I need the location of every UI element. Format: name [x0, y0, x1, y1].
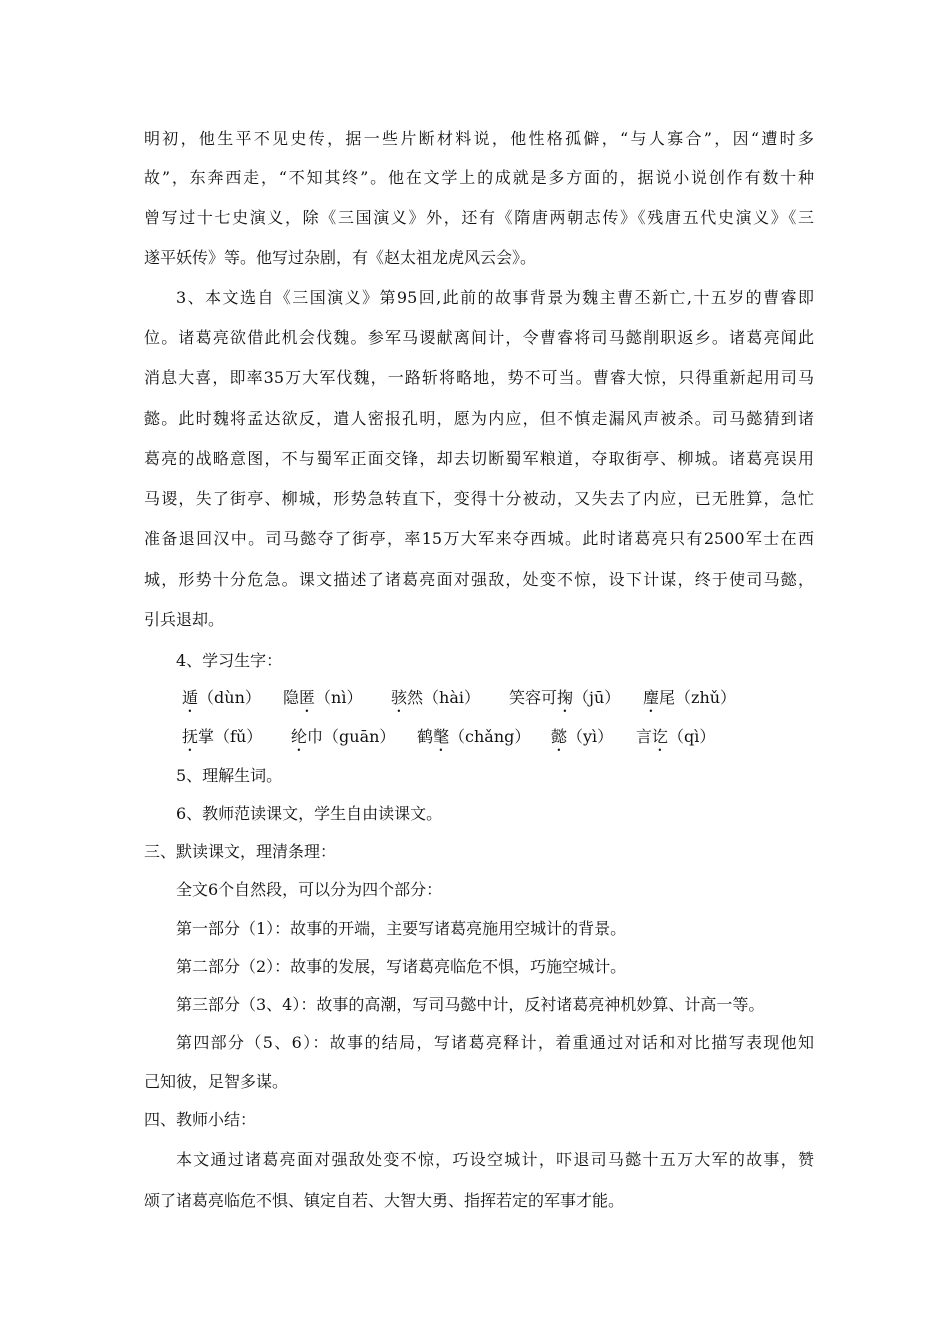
- section-heading: 四、教师小结：: [144, 1110, 257, 1129]
- paragraph-line: 3、本文选自《三国演义》第95回,此前的故事背景为魏主曹丕新亡,十五岁的曹睿即: [176, 288, 814, 307]
- paragraph-line: 本文通过诸葛亮面对强敌处变不惊，巧设空城计，吓退司马懿十五万大军的故事，赞: [176, 1150, 814, 1169]
- paragraph-line: 懿。此时魏将孟达欲反，遣人密报孔明，愿为内应，但不慎走漏风声被杀。司马懿猜到诸: [144, 409, 814, 428]
- section-heading: 三、默读课文，理清条理：: [144, 842, 337, 861]
- vocab-item: 纶巾（guān）: [291, 727, 396, 746]
- vocab-item: 笑容可掬（jū）: [509, 688, 621, 707]
- vocab-item: 骇然（hài）: [391, 688, 480, 707]
- paragraph-line: 葛亮的战略意图，不与蜀军正面交锋，却去切断蜀军粮道，夺取街亭、柳城。诸葛亮误用: [144, 449, 814, 468]
- paragraph-line: 明初，他生平不见史传，据一些片断材料说，他性格孤僻，“与人寡合”，因“遭时多: [144, 129, 814, 148]
- paragraph-line: 引兵退却。: [144, 610, 225, 629]
- paragraph-line: 第四部分（5、6）：故事的结局，写诸葛亮释计，着重通过对话和对比描写表现他知: [176, 1033, 814, 1052]
- vocab-item: 言讫（qì）: [636, 727, 716, 746]
- paragraph-line: 全文6个自然段，可以分为四个部分：: [176, 880, 443, 899]
- paragraph-line: 位。诸葛亮欲借此机会伐魏。参军马谡献离间计，令曹睿将司马懿削职返乡。诸葛亮闻此: [144, 328, 814, 347]
- vocab-item: 鹤氅（chǎng）: [417, 727, 531, 746]
- paragraph-line: 曾写过十七史演义，除《三国演义》外，还有《隋唐两朝志传》《残唐五代史演义》《三: [144, 208, 814, 227]
- vocab-item: 抚掌（fǔ）: [182, 727, 263, 746]
- paragraph-line: 己知彼，足智多谋。: [144, 1072, 289, 1091]
- paragraph-line: 消息大喜，即率35万大军伐魏，一路斩将略地，势不可当。曹睿大惊，只得重新起用司马: [144, 368, 814, 387]
- paragraph-line: 颂了诸葛亮临危不惧、镇定自若、大智大勇、指挥若定的军事才能。: [144, 1191, 625, 1210]
- section-heading: 4、学习生字：: [176, 651, 283, 670]
- paragraph-line: 第二部分（2）：故事的发展，写诸葛亮临危不惧，巧施空城计。: [176, 957, 627, 976]
- paragraph-line: 城，形势十分危急。课文描述了诸葛亮面对强敌，处变不惊，设下计谋，终于使司马懿，: [144, 570, 814, 589]
- vocab-item: 懿（yì）: [551, 727, 614, 746]
- paragraph-line: 故”，东奔西走，“不知其终”。他在文学上的成就是多方面的，据说小说创作有数十种: [144, 168, 814, 187]
- vocab-item: 麈尾（zhǔ）: [643, 688, 737, 707]
- paragraph-line: 马谡，失了街亭、柳城，形势急转直下，变得十分被动，又失去了内应，已无胜算，急忙: [144, 489, 814, 508]
- section-heading: 5、理解生词。: [176, 766, 283, 785]
- paragraph-line: 遂平妖传》等。他写过杂剧，有《赵太祖龙虎风云会》。: [144, 248, 537, 267]
- section-heading: 6、教师范读课文，学生自由读课文。: [176, 804, 443, 823]
- vocab-item: 隐匿（nì）: [283, 688, 363, 707]
- paragraph-line: 准备退回汉中。司马懿夺了街亭，率15万大军来夺西城。此时诸葛亮只有2500军士在西: [144, 529, 814, 548]
- paragraph-line: 第一部分（1）：故事的开端，主要写诸葛亮施用空城计的背景。: [176, 919, 627, 938]
- vocab-item: 遁（dùn）: [182, 688, 261, 707]
- paragraph-line: 第三部分（3、4）：故事的高潮，写司马懿中计，反衬诸葛亮神机妙算、计高一等。: [176, 995, 765, 1014]
